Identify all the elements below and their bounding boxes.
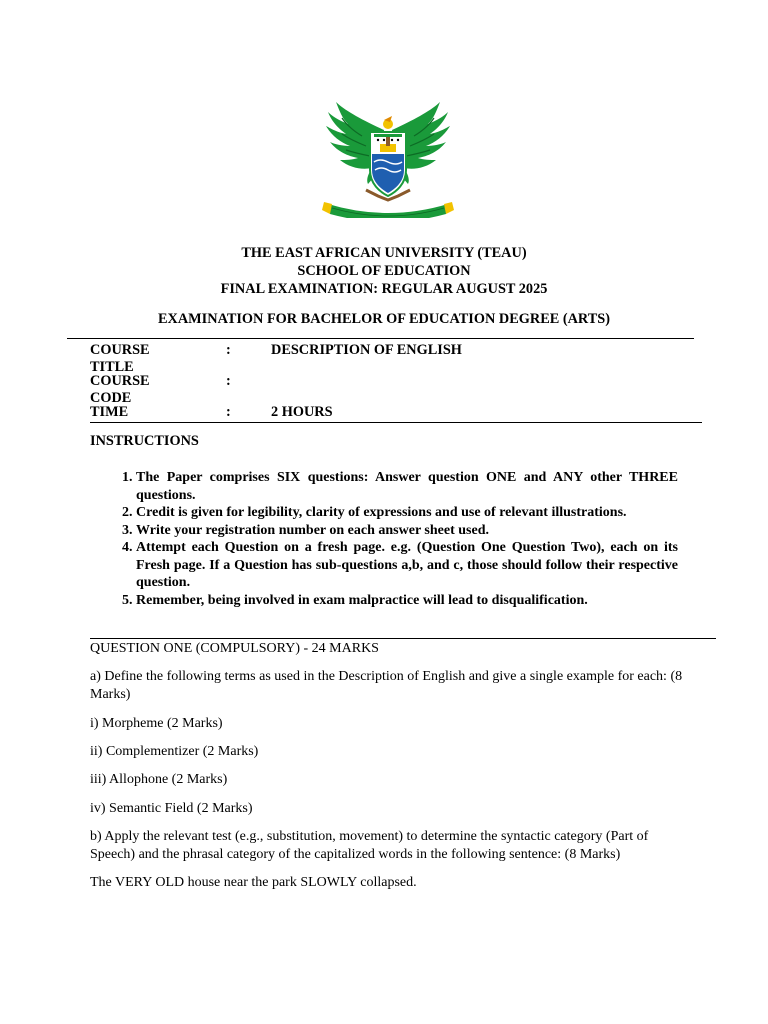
question-one-heading: QUESTION ONE (COMPULSORY) - 24 MARKS: [90, 641, 379, 656]
term-item: i) Morpheme (2 Marks): [90, 716, 223, 731]
university-logo: [322, 100, 454, 218]
degree-title: EXAMINATION FOR BACHELOR OF EDUCATION DEGREE (ARTS): [158, 311, 610, 327]
question-divider: [90, 638, 716, 639]
instructions-list: [90, 469, 678, 609]
shield-icon: [370, 132, 406, 196]
instructions-title: INSTRUCTIONS: [90, 433, 199, 449]
course-code-label: COURSE CODE: [90, 373, 150, 406]
instruction-item: 1. The Paper comprises SIX questions: Answer question ONE and ANY other THREE questions.: [136, 469, 678, 504]
university-name: THE EAST AFRICAN UNIVERSITY (TEAU): [241, 245, 527, 261]
time-label: TIME: [90, 404, 129, 420]
top-divider: [67, 338, 694, 339]
term-item: iii) Allophone (2 Marks): [90, 772, 228, 787]
course-title-colon: :: [226, 342, 231, 358]
instruction-item: 4. Attempt each Question on a fresh page. e.g. (Question One Question Two), each on its Fresh page. If a Question has sub-questions a,b, and c, those should follow their respective question.: [136, 539, 678, 592]
term-item: ii) Complementizer (2 Marks): [90, 744, 259, 759]
question-one-part-b: b) Apply the relevant test (e.g., substitution, movement) to determine the syntactic category (Part of Speech) and the phrasal category of the capitalized words in the following sentence: (8 Marks): [90, 829, 649, 862]
example-sentence: The VERY OLD house near the park SLOWLY collapsed.: [90, 875, 417, 890]
school-name: SCHOOL OF EDUCATION: [297, 263, 471, 279]
course-title-label: COURSE TITLE: [90, 342, 150, 375]
instruction-item: 2. Credit is given for legibility, clarity of expressions and use of relevant illustrations.: [136, 504, 678, 522]
instruction-item: 5. Remember, being involved in exam malpractice will lead to disqualification.: [136, 592, 678, 610]
course-divider: [90, 422, 702, 423]
question-one-part-a: a) Define the following terms as used in the Description of English and give a single example for each: (8 Marks): [90, 669, 683, 702]
term-item: iv) Semantic Field (2 Marks): [90, 801, 253, 816]
time-colon: :: [226, 404, 231, 420]
course-title-value: DESCRIPTION OF ENGLISH: [271, 342, 462, 358]
course-code-colon: :: [226, 373, 231, 389]
motto-ribbon-icon: [322, 202, 454, 218]
instruction-item: 3. Write your registration number on each answer sheet used.: [136, 522, 678, 540]
exam-title: FINAL EXAMINATION: REGULAR AUGUST 2025: [220, 281, 548, 297]
time-value: 2 HOURS: [271, 404, 333, 420]
